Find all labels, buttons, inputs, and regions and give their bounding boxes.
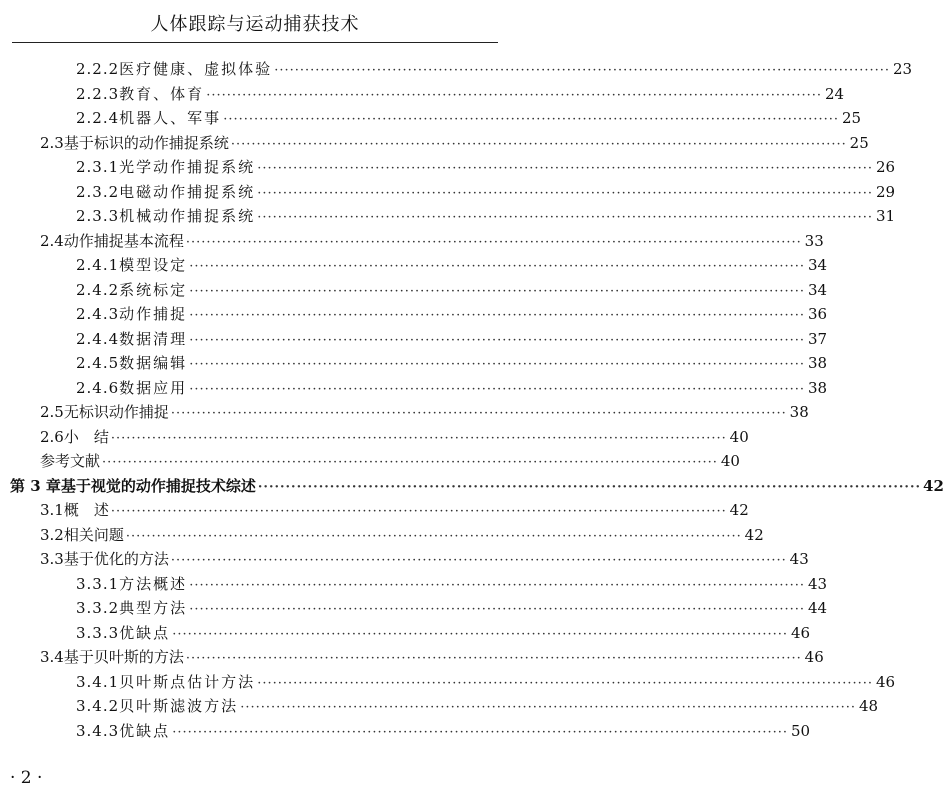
toc-entry-page: 50 bbox=[790, 721, 811, 740]
toc-entry-number: 3.3.2 bbox=[76, 599, 120, 617]
toc-entry-title: 小 结 bbox=[63, 427, 109, 446]
toc-entry bbox=[76, 670, 896, 694]
toc-entry-title: 机器人、军事 bbox=[119, 109, 222, 127]
toc-entry bbox=[40, 449, 740, 473]
toc-entry bbox=[76, 719, 811, 743]
toc-entry-number: 3.2 bbox=[40, 525, 64, 544]
toc-entry-page: 46 bbox=[875, 672, 896, 691]
toc-entry-number: 3.4.1 bbox=[76, 672, 120, 691]
toc-entry-number: 3.1 bbox=[40, 501, 64, 519]
header-rule bbox=[12, 42, 498, 43]
dot-leader: ························································································································ bbox=[102, 455, 718, 470]
toc-entry-title: 教育、体育 bbox=[119, 84, 205, 103]
dot-leader: ························································································································ bbox=[206, 87, 823, 103]
dot-leader: ························································································································ bbox=[189, 577, 806, 593]
toc-entry-title: 贝叶斯滤波方法 bbox=[119, 697, 239, 715]
toc-entry bbox=[76, 302, 828, 326]
toc-entry bbox=[76, 596, 828, 620]
toc-entry-number: 2.4.1 bbox=[76, 256, 120, 274]
toc-entry bbox=[10, 474, 944, 498]
toc-entry-number: 2.4.6 bbox=[76, 378, 120, 397]
toc-entry-title: 数据清理 bbox=[119, 329, 188, 348]
dot-leader: ························································································································ bbox=[170, 406, 787, 421]
toc-entry-page: 34 bbox=[807, 280, 828, 299]
toc-entry-title: 模型设定 bbox=[119, 256, 188, 274]
toc-entry-page: 34 bbox=[807, 256, 828, 274]
toc-entry-title: 基于贝叶斯的方法 bbox=[63, 648, 184, 666]
dot-leader: ························································································································ bbox=[189, 381, 806, 397]
toc-entry bbox=[76, 572, 828, 596]
dot-leader: ························································································································ bbox=[257, 210, 874, 225]
toc-entry bbox=[76, 694, 879, 718]
dot-leader: ························································································································ bbox=[189, 602, 806, 617]
dot-leader: ························································································································ bbox=[172, 724, 789, 740]
toc-entry-title: 数据应用 bbox=[119, 378, 188, 397]
dot-leader: ························································································································ bbox=[274, 63, 891, 78]
dot-leader: ························································································································ bbox=[240, 700, 857, 715]
toc-entry-page: 24 bbox=[824, 84, 845, 103]
dot-leader: ························································································································ bbox=[257, 479, 922, 495]
toc-entry bbox=[40, 645, 824, 669]
toc-entry-page: 23 bbox=[892, 60, 913, 78]
toc-entry bbox=[76, 327, 828, 351]
toc-entry-page: 43 bbox=[789, 550, 809, 568]
toc-entry bbox=[76, 253, 828, 277]
toc-entry-page: 44 bbox=[807, 599, 828, 617]
toc-entry-number: 2.4.3 bbox=[76, 305, 120, 323]
dot-leader: ························································································································ bbox=[257, 185, 874, 201]
toc-entry-number: 2.3.1 bbox=[76, 158, 120, 176]
toc-entry-number: 2.6 bbox=[40, 427, 64, 446]
toc-entry-page: 42 bbox=[923, 476, 944, 495]
dot-leader: ························································································································ bbox=[189, 283, 806, 299]
toc-entry-title: 数据编辑 bbox=[119, 354, 188, 372]
toc-entry-title: 优缺点 bbox=[119, 623, 171, 642]
toc-entry-page: 42 bbox=[744, 525, 764, 544]
dot-leader: ························································································································ bbox=[230, 136, 847, 152]
toc-entry-title: 贝叶斯点估计方法 bbox=[119, 672, 256, 691]
toc-entry bbox=[76, 180, 896, 204]
toc-entry-title: 动作捕捉基本流程 bbox=[63, 231, 184, 250]
dot-leader: ························································································································ bbox=[185, 651, 802, 666]
toc-entry-number: 3.3.1 bbox=[76, 574, 120, 593]
toc-entry bbox=[76, 278, 828, 302]
toc-entry-title: 机械动作捕捉系统 bbox=[119, 207, 256, 225]
toc-entry bbox=[76, 57, 913, 81]
toc-entry-number: 2.5 bbox=[40, 403, 64, 421]
toc-entry-number: 2.4.4 bbox=[76, 329, 120, 348]
toc-entry-page: 43 bbox=[807, 574, 828, 593]
toc-entry-page: 25 bbox=[849, 133, 869, 152]
toc-entry-number: 2.3.3 bbox=[76, 207, 120, 225]
toc-entry-page: 48 bbox=[858, 697, 879, 715]
toc-entry-number: 3.4.3 bbox=[76, 721, 120, 740]
toc-entry-title: 医疗健康、虚拟体验 bbox=[119, 60, 273, 78]
dot-leader: ························································································································ bbox=[172, 626, 789, 642]
toc-entry-title: 典型方法 bbox=[119, 599, 188, 617]
toc-entry-title: 方法概述 bbox=[119, 574, 188, 593]
toc-entry-page: 46 bbox=[804, 648, 824, 666]
toc-entry-page: 40 bbox=[720, 452, 740, 470]
toc-entry-number: 2.2.4 bbox=[76, 109, 120, 127]
dot-leader: ························································································································ bbox=[110, 504, 727, 519]
toc-entry-number: 3.3.3 bbox=[76, 623, 120, 642]
toc-entry-title: 优缺点 bbox=[119, 721, 171, 740]
toc-entry bbox=[40, 229, 824, 253]
toc-entry-page: 38 bbox=[807, 354, 828, 372]
toc-entry-title: 无标识动作捕捉 bbox=[63, 403, 169, 421]
dot-leader: ························································································································ bbox=[170, 553, 787, 568]
dot-leader: ························································································································ bbox=[223, 112, 840, 127]
toc-entry-title: 参考文献 bbox=[40, 452, 101, 470]
dot-leader: ························································································································ bbox=[257, 675, 874, 691]
toc-entry bbox=[40, 547, 809, 571]
toc-entry-number: 第 3 章 bbox=[10, 476, 61, 495]
toc-entry bbox=[76, 155, 896, 179]
toc-entry-title: 基于标识的动作捕捉系统 bbox=[63, 133, 229, 152]
dot-leader: ························································································································ bbox=[185, 234, 802, 250]
toc-entry-title: 光学动作捕捉系统 bbox=[119, 158, 256, 176]
toc-entry-number: 3.4.2 bbox=[76, 697, 120, 715]
page-number: · 2 · bbox=[10, 768, 43, 788]
toc-entry bbox=[40, 131, 869, 155]
toc-entry bbox=[76, 82, 845, 106]
toc-entry-number: 2.2.3 bbox=[76, 84, 120, 103]
dot-leader: ························································································································ bbox=[189, 259, 806, 274]
toc-entry-page: 38 bbox=[807, 378, 828, 397]
toc-entry-page: 37 bbox=[807, 329, 828, 348]
toc-entry-number: 2.3 bbox=[40, 133, 64, 152]
toc-entry-page: 36 bbox=[807, 305, 828, 323]
toc-entry-number: 2.4.5 bbox=[76, 354, 120, 372]
toc-entry-number: 2.2.2 bbox=[76, 60, 120, 78]
toc-entry-number: 2.4.2 bbox=[76, 280, 120, 299]
toc-entry-title: 基于优化的方法 bbox=[63, 550, 169, 568]
dot-leader: ························································································································ bbox=[125, 528, 742, 544]
dot-leader: ························································································································ bbox=[189, 357, 806, 372]
toc-entry-title: 电磁动作捕捉系统 bbox=[119, 182, 256, 201]
toc-entry-title: 系统标定 bbox=[119, 280, 188, 299]
toc-entry bbox=[76, 106, 862, 130]
dot-leader: ························································································································ bbox=[110, 430, 727, 446]
toc-entry-page: 42 bbox=[729, 501, 749, 519]
toc-entry-page: 25 bbox=[841, 109, 862, 127]
dot-leader: ························································································································ bbox=[189, 332, 806, 348]
toc-entry bbox=[40, 425, 749, 449]
toc-entry-number: 2.4 bbox=[40, 231, 64, 250]
toc-entry-page: 40 bbox=[729, 427, 749, 446]
toc-entry-number: 3.3 bbox=[40, 550, 64, 568]
toc-entry bbox=[76, 621, 811, 645]
dot-leader: ························································································································ bbox=[257, 161, 874, 176]
toc-entry bbox=[40, 498, 749, 522]
toc-entry-number: 3.4 bbox=[40, 648, 64, 666]
toc-entry bbox=[76, 204, 896, 228]
dot-leader: ························································································································ bbox=[189, 308, 806, 323]
toc-entry-page: 26 bbox=[875, 158, 896, 176]
toc-entry-page: 38 bbox=[789, 403, 809, 421]
toc-entry-page: 31 bbox=[875, 207, 896, 225]
running-header: 人体跟踪与运动捕获技术 bbox=[150, 14, 360, 35]
toc-entry-page: 46 bbox=[790, 623, 811, 642]
toc-entry-page: 33 bbox=[804, 231, 824, 250]
toc-entry-title: 基于视觉的动作捕捉技术综述 bbox=[60, 476, 256, 495]
toc-entry-page: 29 bbox=[875, 182, 896, 201]
toc-entry-title: 动作捕捉 bbox=[119, 305, 188, 323]
toc-entry bbox=[40, 400, 809, 424]
toc-entry-title: 相关问题 bbox=[63, 525, 124, 544]
toc-entry bbox=[40, 523, 764, 547]
toc-entry bbox=[76, 376, 828, 400]
toc-entry-number: 2.3.2 bbox=[76, 182, 120, 201]
toc-entry-title: 概 述 bbox=[63, 501, 109, 519]
toc-entry bbox=[76, 351, 828, 375]
